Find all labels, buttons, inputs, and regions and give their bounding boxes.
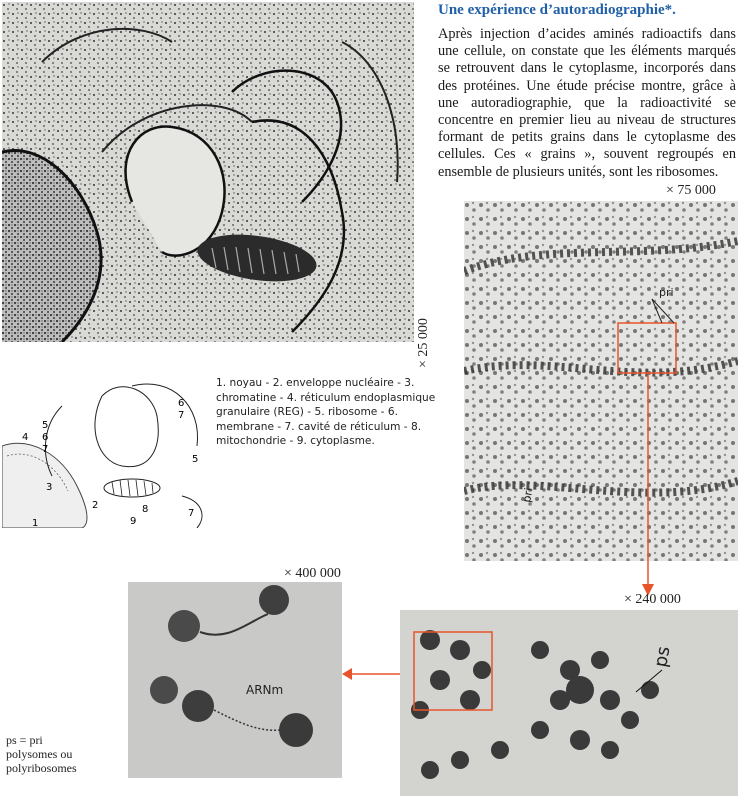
diagram-label-4: 4	[22, 432, 29, 443]
diagram-label-6-right: 6	[178, 398, 185, 409]
schematic-diagram-drawing	[2, 366, 212, 528]
magnification-240000: × 240 000	[624, 592, 681, 607]
ps-note	[6, 733, 116, 775]
micrograph-polysome-drawing	[400, 610, 738, 796]
magnification-25000: × 25 000	[416, 318, 431, 368]
micrograph-main	[2, 2, 414, 342]
micrograph-main-drawing	[2, 2, 414, 342]
diagram-label-5: 5	[42, 420, 49, 431]
micrograph-mrna-drawing	[128, 582, 342, 778]
diagram-label-9: 9	[130, 516, 137, 527]
ps-note-line1: ps = pri	[6, 733, 43, 747]
article-title: Une expérience d’autoradiographie*.	[438, 2, 676, 18]
diagram-label-1: 1	[32, 518, 39, 528]
label-pri-top: pri	[659, 286, 674, 299]
label-pri-bottom: pri	[520, 486, 536, 504]
diagram-label-7-lower: 7	[188, 508, 195, 519]
article-paragraph: Après injection d’acides aminés radioactifs dans une cellule, on constate que les éléments marqués se retrouvent dans le cytoplasme, incorporés dans des protéines. Une étude précise montre, grâce à une autoradiographie, que la radioactivité se concentre en premier lieu au niveau de structures formant de petits grains dans le cytoplasme des cellules. Ces « grains », souvent regroupés en ensemble de plusieurs unités, sont les ribosomes.	[438, 26, 736, 180]
magnification-400000: × 400 000	[284, 566, 341, 581]
diagram-label-6: 6	[42, 432, 49, 443]
diagram-label-2: 2	[92, 500, 99, 511]
diagram-label-8: 8	[142, 504, 149, 515]
diagram-label-5-right: 5	[192, 454, 199, 465]
schematic-diagram	[2, 366, 212, 528]
micrograph-ribosomes	[464, 201, 738, 561]
diagram-legend: 1. noyau - 2. enveloppe nucléaire - 3. chromatine - 4. réticulum endoplasmique granulaire (REG) - 5. ribosome - 6. membrane - 7. cavité de réticulum - 8. mitochondrie - 9. cytoplasme.	[216, 377, 436, 448]
micrograph-ribosomes-drawing	[464, 201, 738, 561]
label-ps: ps	[650, 644, 675, 669]
ps-note-line2: polysomes ou	[6, 747, 73, 761]
micrograph-polysome	[400, 610, 738, 796]
magnification-75000: × 75 000	[666, 183, 716, 198]
diagram-label-3: 3	[46, 482, 53, 493]
micrograph-mrna	[128, 582, 342, 778]
diagram-label-7-right: 7	[178, 410, 185, 421]
arrow-left	[342, 667, 402, 681]
diagram-label-7: 7	[42, 444, 49, 455]
label-arnm: ARNm	[246, 683, 284, 697]
ps-note-line3: polyribosomes	[6, 761, 77, 775]
arrow-down	[638, 372, 658, 622]
